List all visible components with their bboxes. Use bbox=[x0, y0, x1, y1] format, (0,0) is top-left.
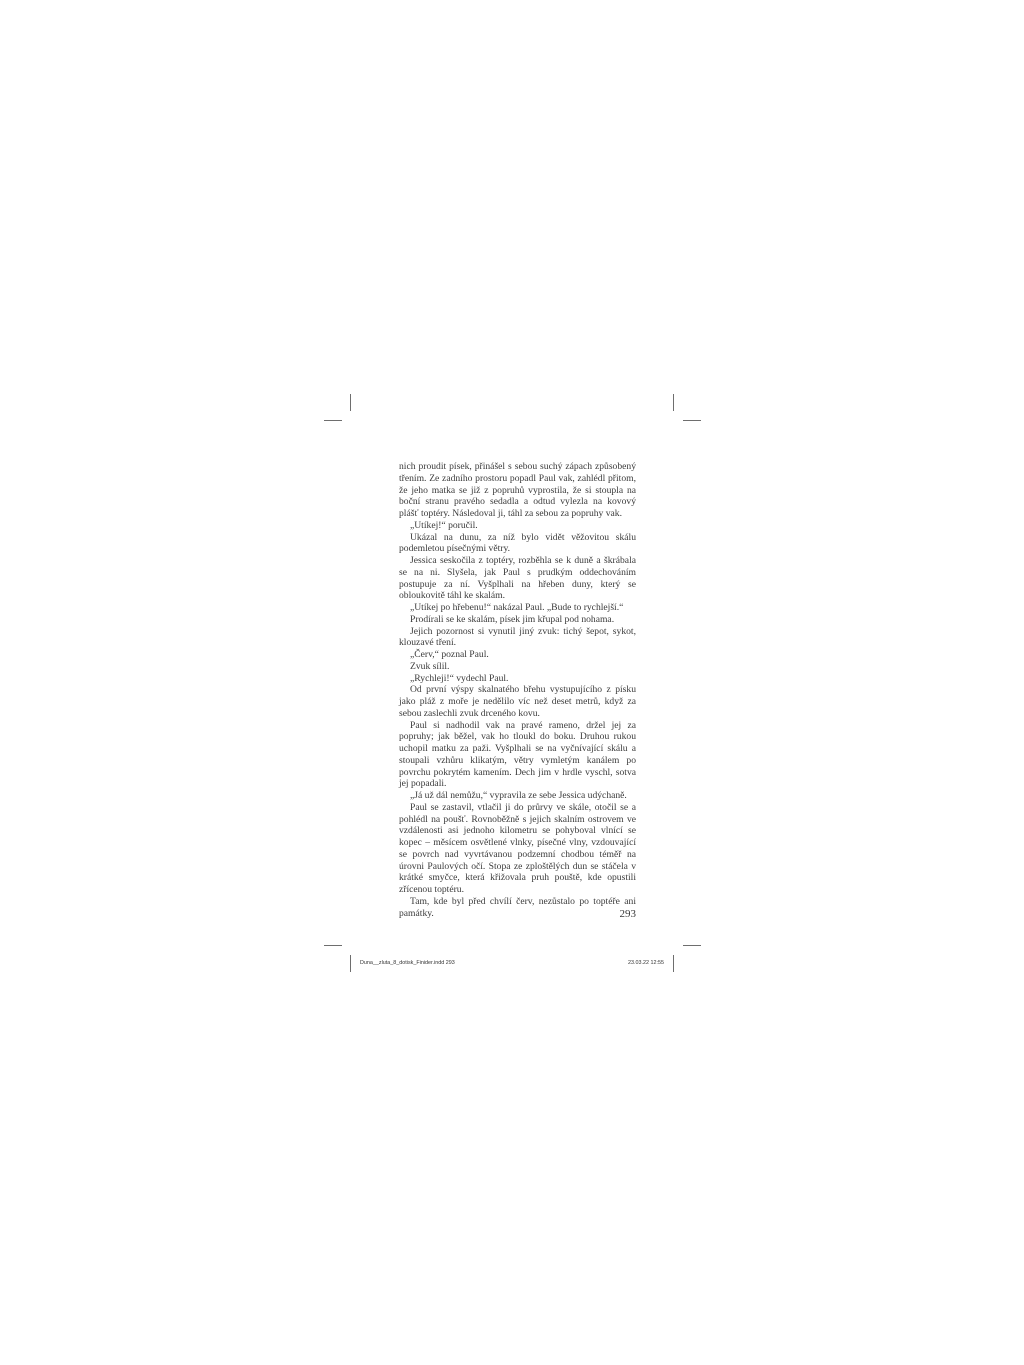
paragraph: Jejich pozornost si vynutil jiný zvuk: tichý šepot, sykot, klouzavé tření. bbox=[399, 625, 636, 649]
page-number: 293 bbox=[619, 908, 636, 920]
paragraph: „Utíkej!“ poručil. bbox=[410, 519, 478, 531]
body-text bbox=[399, 461, 636, 919]
paragraph: Od první výspy skalnatého břehu vystupujícího z písku jako pláž z moře je nedělilo víc než deset metrů, když za sebou zaslechli zvuk drceného kovu. bbox=[399, 684, 636, 719]
paragraph: nich proudit písek, přinášel s sebou suchý zápach způsobený třením. Ze zadního prostoru popadl Paul vak, zahlédl přitom, že jeho matka se již z popruhů vyprostila, že si stoupla na boční stranu pravého sedadla a odtud vylezla na kovový plášť toptéry. Následoval ji, táhl za sebou za popruhy vak. bbox=[399, 461, 636, 519]
crop-mark-bottom-right-horizontal bbox=[683, 945, 701, 946]
crop-mark-top-right-horizontal bbox=[683, 420, 701, 421]
print-slug-filename: Duna__zluta_8_dotisk_Finider.indd 293 bbox=[360, 960, 455, 966]
paragraph: Prodírali se ke skalám, písek jim křupal pod nohama. bbox=[410, 613, 615, 625]
crop-mark-bottom-left-vertical bbox=[350, 955, 351, 972]
crop-mark-top-right-vertical bbox=[673, 394, 674, 411]
print-slug-timestamp: 23.03.22 12:55 bbox=[628, 960, 664, 966]
paragraph: Jessica seskočila z toptéry, rozběhla se k duně a škrábala se na ni. Slyšela, jak Paul s prudkým oddechováním postupuje za ní. Vyšplhali na hřeben duny, který se obloukovitě táhl ke skalám. bbox=[399, 555, 636, 602]
paragraph: Zvuk sílil. bbox=[410, 660, 450, 672]
paragraph: Ukázal na dunu, za níž bylo vidět věžovitou skálu podemletou písečnými větry. bbox=[399, 531, 636, 555]
crop-mark-top-left-vertical bbox=[350, 394, 351, 411]
crop-mark-top-left-horizontal bbox=[324, 420, 342, 421]
paragraph: Paul se zastavil, vtlačil ji do průrvy ve skále, otočil se a pohlédl na poušť. Rovnoběžně s jejich skalním ostrovem ve vzdálenosti asi jednoho kilometru se pohyboval vlnící se kopec – měsícem osvětlené vlnky, písečné vlny, vzdouvající se povrch nad vyvrtávanou podzemní chodbou téměř na úrovni Paulových očí. Stopa ze zploštělých dun se stáčela v krátké smyčce, která křižovala pruh pouště, kde opustili zřícenou toptéru. bbox=[399, 801, 636, 895]
paragraph: „Rychleji!“ vydechl Paul. bbox=[410, 672, 509, 684]
paragraph: „Červ,“ poznal Paul. bbox=[410, 649, 489, 660]
paragraph: Tam, kde byl před chvílí červ, nezůstalo po toptéře ani památky. bbox=[399, 895, 636, 919]
paragraph: „Utíkej po hřebenu!“ nakázal Paul. „Bude to rychlejší.“ bbox=[410, 602, 624, 613]
crop-mark-bottom-right-vertical bbox=[673, 955, 674, 972]
paragraph: „Já už dál nemůžu,“ vypravila ze sebe Jessica udýchaně. bbox=[410, 790, 627, 801]
crop-mark-bottom-left-horizontal bbox=[324, 945, 342, 946]
paragraph: Paul si nadhodil vak na pravé rameno, držel jej za popruhy; jak běžel, vak ho tloukl do boku. Druhou rukou uchopil matku za paži. Vyšplhali se na vyčnívající skálu a stoupali vzhůru klikatým, větry vymletým kanálem po povrchu pokrytém kamením. Dech jim v hrdle vyschl, sotva jej popadali. bbox=[399, 719, 636, 790]
